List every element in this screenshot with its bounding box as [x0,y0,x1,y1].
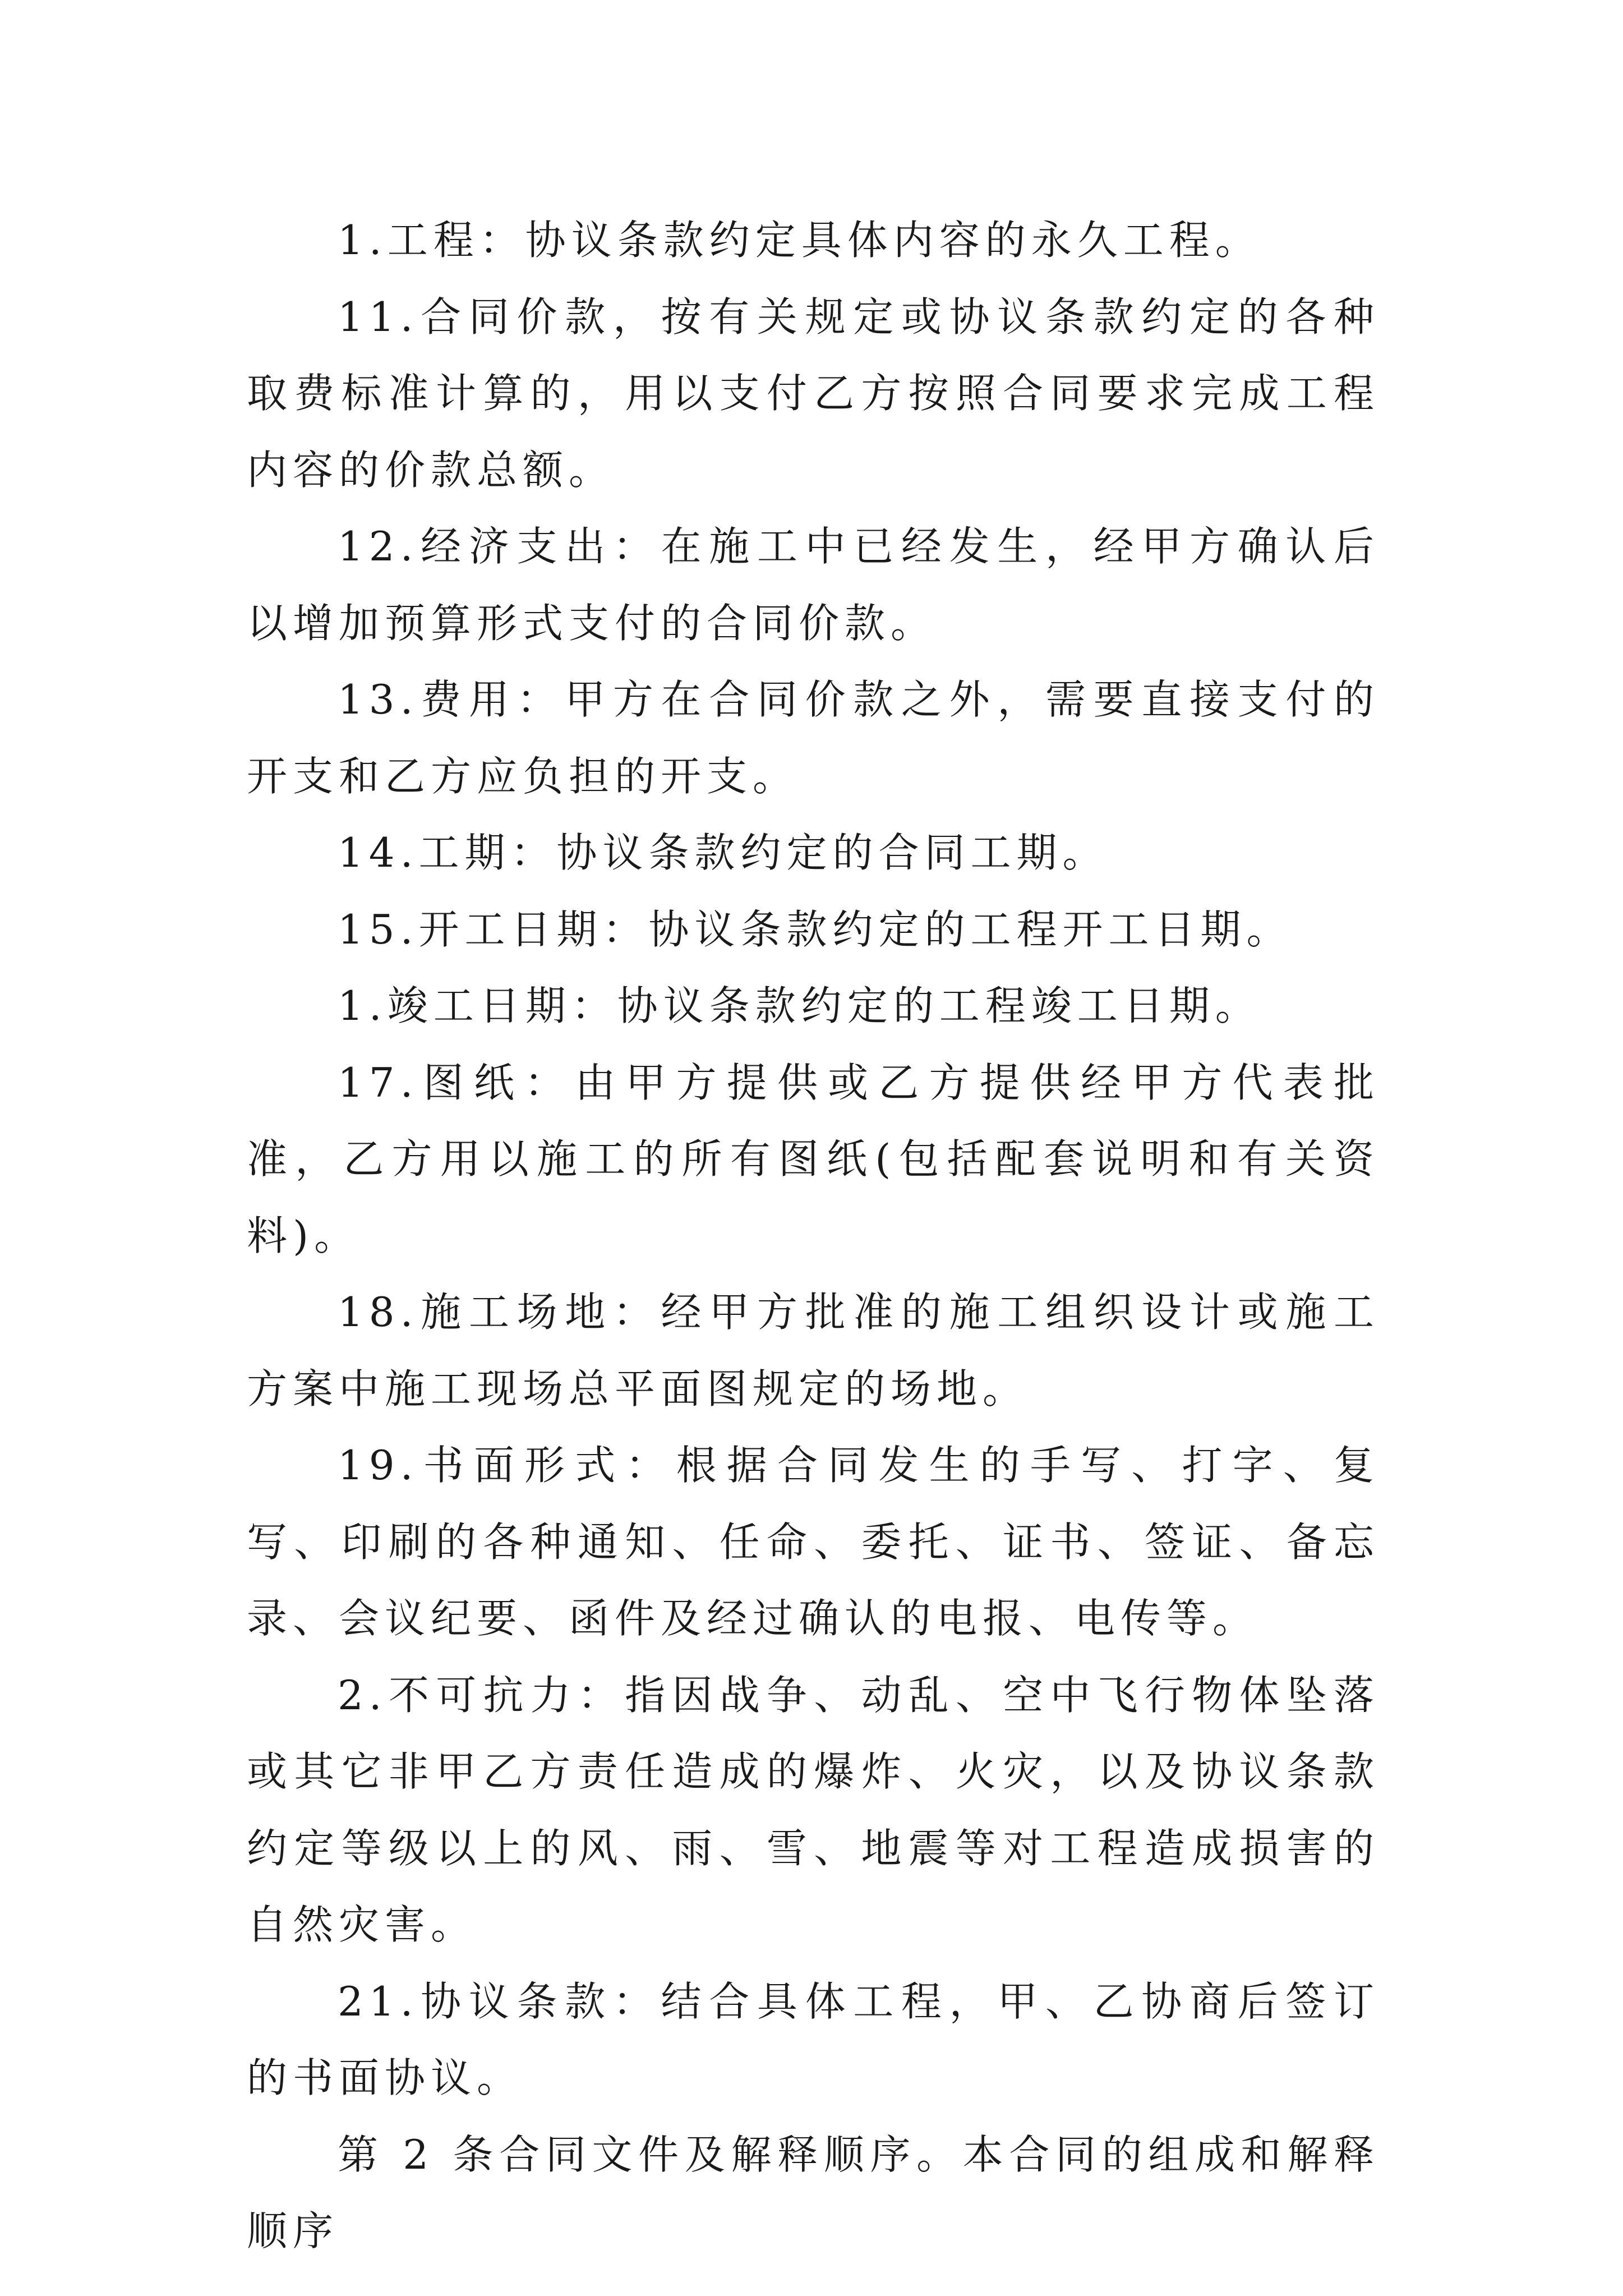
paragraph-agreement-terms: 21.协议条款：结合具体工程，甲、乙协商后签订的书面协议。 [247,1977,1380,2101]
paragraph-drawings: 17.图纸：由甲方提供或乙方提供经甲方代表批准，乙方用以施工的所有图纸(包括配套说明和有关资料)。 [247,1059,1380,1259]
paragraph-expenses: 13.费用：甲方在合同价款之外，需要直接支付的开支和乙方应负担的开支。 [247,676,1380,800]
paragraph-construction-site: 18.施工场地：经甲方批准的施工组织设计或施工方案中施工现场总平面图规定的场地。 [247,1289,1380,1412]
paragraph-construction-period: 14.工期：协议条款约定的合同工期。 [338,829,1109,876]
paragraph-article-2: 第 2 条合同文件及解释顺序。本合同的组成和解释顺序 [247,2131,1380,2254]
paragraph-completion-date: 1.竣工日期：协议条款约定的工程竣工日期。 [338,982,1261,1029]
paragraph-force-majeure: 2.不可抗力：指因战争、动乱、空中飞行物体坠落或其它非甲乙方责任造成的爆炸、火灾，以及协议条款约定等级以上的风、雨、雪、地震等对工程造成损害的自然灾害。 [247,1671,1380,1948]
paragraph-contract-price: 11.合同价款，按有关规定或协议条款约定的各种取费标准计算的，用以支付乙方按照合同要求完成工程内容的价款总额。 [247,293,1380,494]
paragraph-project: 1.工程：协议条款约定具体内容的永久工程。 [338,217,1261,264]
paragraph-written-form: 19.书面形式：根据合同发生的手写、打字、复写、印刷的各种通知、任命、委托、证书、签证、备忘录、会议纪要、函件及经过确认的电报、电传等。 [247,1442,1380,1642]
paragraph-economic-expenditure: 12.经济支出：在施工中已经发生，经甲方确认后以增加预算形式支付的合同价款。 [247,523,1380,647]
paragraph-start-date: 15.开工日期：协议条款约定的工程开工日期。 [338,905,1293,953]
document-body [247,202,1380,2270]
